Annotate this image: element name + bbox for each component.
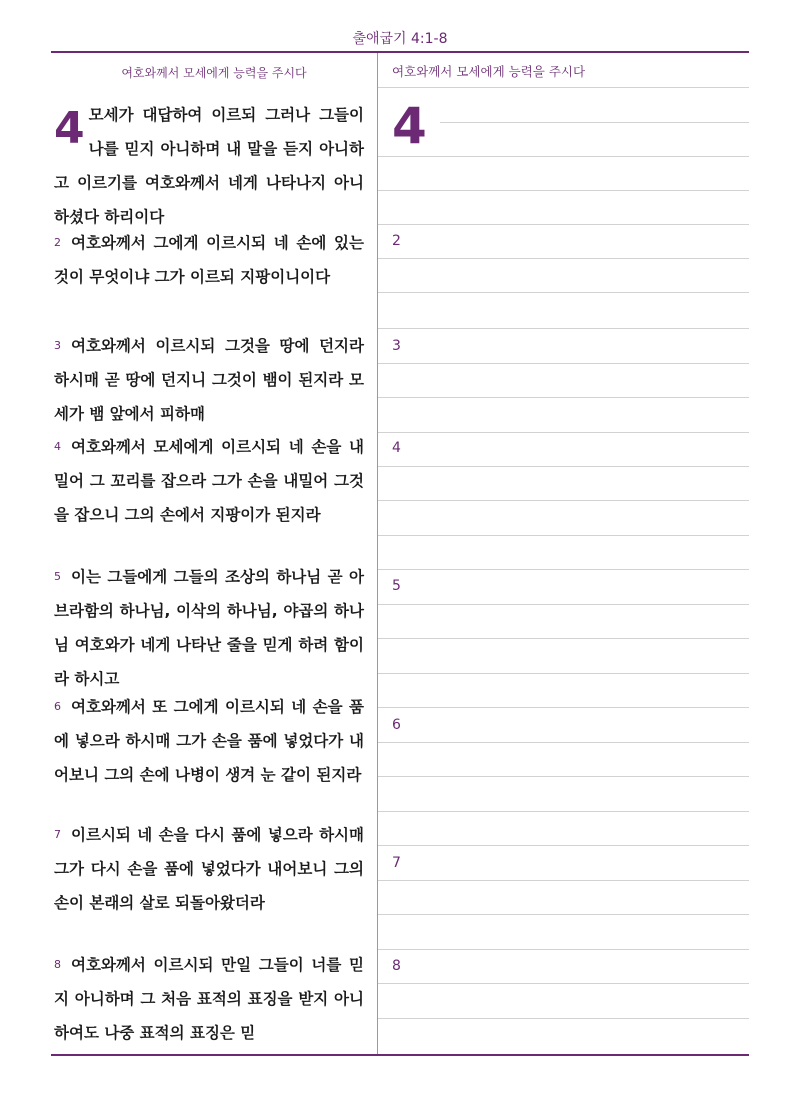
- writing-line: [378, 742, 749, 743]
- verse-number-right: 7: [392, 855, 401, 871]
- verse-number: 3: [54, 339, 61, 352]
- writing-line: [378, 190, 749, 191]
- writing-line: [378, 500, 749, 501]
- verse-text: 여호와께서 이르시되 그것을 땅에 던지라 하시매 곧 땅에 던지니 그것이 뱀이 된지라 모세가 뱀 앞에서 피하매: [54, 337, 364, 423]
- verse-text: 이는 그들에게 그들의 조상의 하나님 곧 아브라함의 하나님, 이삭의 하나님, 야곱의 하나님 여호와가 네게 나타난 줄을 믿게 하려 함이라 하시고: [54, 568, 364, 688]
- verse-text: 여호와께서 모세에게 이르시되 네 손을 내밀어 그 꼬리를 잡으라 그가 손을 내밀어 그것을 잡으니 그의 손에서 지팡이가 된지라: [54, 438, 364, 524]
- writing-line: [378, 776, 749, 777]
- verse-text: 이르시되 네 손을 다시 품에 넣으라 하시매 그가 다시 손을 품에 넣었다가 내어보니 그의 손이 본래의 살로 되돌아왔더라: [54, 826, 364, 912]
- writing-line: [378, 707, 749, 708]
- verse-7: [54, 818, 364, 920]
- verse-number-right: 8: [392, 958, 401, 974]
- writing-line: [378, 258, 749, 259]
- top-rule: [51, 51, 749, 53]
- writing-line: [378, 432, 749, 433]
- verse-8: [54, 948, 364, 1050]
- bottom-rule: [51, 1054, 749, 1056]
- verse-number: 6: [54, 700, 61, 713]
- verse-text: 모세가 대답하여 이르되 그러나 그들이 나를 믿지 아니하며 내 말을 듣지 아니하고 이르기를 여호와께서 네게 나타나지 아니하셨다 하리이다: [54, 106, 364, 226]
- verse-number: 7: [54, 828, 61, 841]
- verse-4: [54, 430, 364, 532]
- verse-text: 여호와께서 또 그에게 이르시되 네 손을 품에 넣으라 하시매 그가 손을 품에 넣었다가 내어보니 그의 손에 나병이 생겨 눈 같이 된지라: [54, 698, 364, 784]
- writing-line: [378, 638, 749, 639]
- writing-line: [378, 845, 749, 846]
- verse-3: [54, 329, 364, 431]
- writing-line: [378, 292, 749, 293]
- verse-number-right: 5: [392, 578, 401, 594]
- writing-line: [378, 87, 749, 88]
- verse-number-right: 6: [392, 717, 401, 733]
- writing-line: [378, 569, 749, 570]
- verse-number: 4: [54, 440, 61, 453]
- writing-line: [378, 811, 749, 812]
- writing-line: [378, 466, 749, 467]
- column-divider: [377, 53, 378, 1054]
- verse-number-right: 4: [392, 440, 401, 456]
- writing-line: [378, 983, 749, 984]
- verse-1: [54, 98, 364, 234]
- verse-number-right: 2: [392, 233, 401, 249]
- writing-line: [378, 156, 749, 157]
- chapter-number: 4: [54, 103, 85, 154]
- verse-number: 5: [54, 570, 61, 583]
- section-title-right: 여호와께서 모세에게 능력을 주시다: [392, 64, 586, 79]
- writing-line: [378, 673, 749, 674]
- writing-line: [378, 535, 749, 536]
- verse-number-right: 3: [392, 338, 401, 354]
- verse-5: [54, 560, 364, 696]
- writing-line: [378, 363, 749, 364]
- verse-2: [54, 226, 364, 294]
- verse-text: 여호와께서 이르시되 만일 그들이 너를 믿지 아니하며 그 처음 표적의 표징을 받지 아니하여도 나중 표적의 표징은 믿: [54, 956, 364, 1042]
- verse-number: 8: [54, 958, 61, 971]
- section-title-left: 여호와께서 모세에게 능력을 주시다: [121, 66, 307, 80]
- writing-line: [378, 328, 749, 329]
- writing-line: [378, 949, 749, 950]
- writing-line: [378, 224, 749, 225]
- verse-6: [54, 690, 364, 792]
- writing-line: [440, 122, 749, 123]
- writing-line: [378, 604, 749, 605]
- writing-line: [378, 880, 749, 881]
- writing-line: [378, 397, 749, 398]
- verse-text: 여호와께서 그에게 이르시되 네 손에 있는 것이 무엇이냐 그가 이르되 지팡이니이다: [54, 234, 364, 286]
- writing-line: [378, 914, 749, 915]
- writing-line: [378, 1018, 749, 1019]
- chapter-reference: 출애굽기 4:1-8: [352, 31, 448, 47]
- chapter-number-right: 4: [392, 97, 427, 155]
- verse-number: 2: [54, 236, 61, 249]
